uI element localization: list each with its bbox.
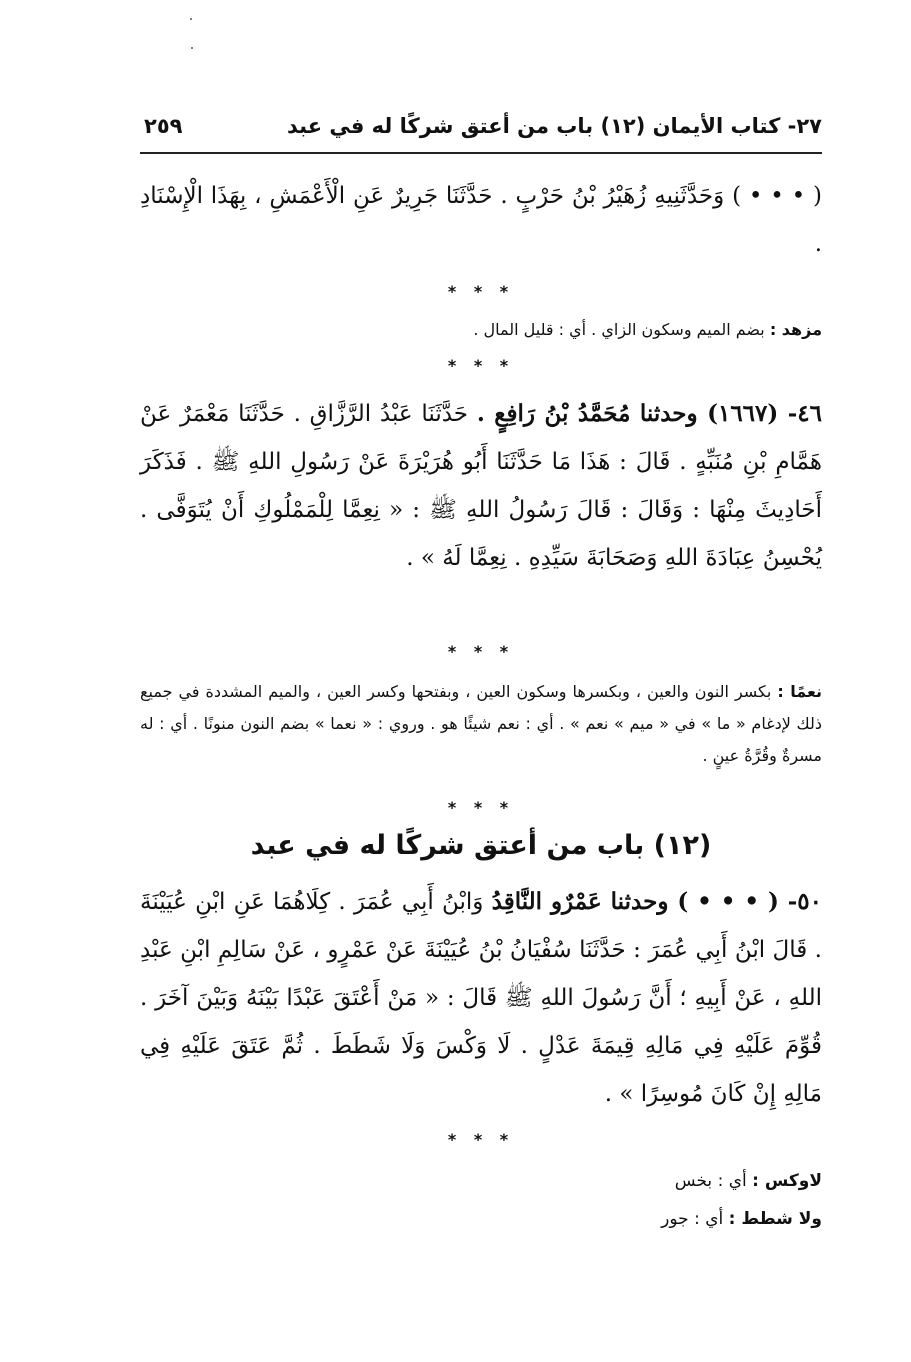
running-head: ٢٧- كتاب الأيمان (١٢) باب من أعتق شركًا له في عبد [287,114,822,138]
page-number: ٢٥٩ [144,114,183,138]
hadith-chain-repeat [140,172,822,268]
page-header [140,112,822,154]
hadith-50 [140,878,822,1118]
hadith-number-lead: ٤٦- (١٦٦٧) وحدثنا مُحَمَّدُ بْنُ رَافِعٍ . [476,400,823,427]
gloss-lawaks [140,1162,822,1200]
gloss-term: لاوكس : [752,1171,822,1191]
gloss-term: مزهد : [769,320,822,339]
scan-speck [191,47,193,49]
chapter-title: (١٢) باب من أعتق شركًا له في عبد [250,830,712,861]
gloss-text: أي : بخس [674,1171,747,1191]
separator-stars: * * * [447,798,515,817]
gloss-niimma [140,676,822,772]
gloss-text: بضم الميم وسكون الزاي . أي : قليل المال . [473,320,765,339]
gloss-text: بكسر النون والعين ، وبكسرها وسكون العين ، وبفتحها وكسر العين ، والميم المشددة في جميع ذلك لإدغام « ما » في « ميم » نعم » . أي : نعم شيئًا هو . وروي : « نعما » بضم النون منونًا . أي : له مسرةٌ وقُرَّةُ عينٍ . [140,682,822,765]
separator-stars: * * * [447,356,515,375]
hadith-text: ( • • • ) وَحَدَّثَنِيهِ زُهَيْرُ بْنُ حَرْبٍ . حَدَّثَنَا جَرِيرٌ عَنِ الْأَعْمَشِ ، بِهَذَا الْإِسْنَادِ . [140,183,822,257]
gloss-term: ولا شطط : [728,1209,822,1229]
gloss-shatat [140,1200,822,1238]
separator-stars: * * * [447,642,515,661]
gloss-mazhad [140,314,822,346]
gloss-list [140,1162,822,1238]
hadith-text: وَابْنُ أَبِي عُمَرَ . كِلَاهُمَا عَنِ ابْنِ عُيَيْنَةَ . قَالَ ابْنُ أَبِي عُمَرَ : حَدَّثَنَا سُفْيَانُ بْنُ عُيَيْنَةَ عَنْ عَمْرٍو ، عَنْ سَالِمِ ابْنِ عَبْدِ اللهِ ، عَنْ أَبِيهِ ؛ أَنَّ رَسُولَ اللهِ ﷺ قَالَ : « مَنْ أَعْتَقَ عَبْدًا بَيْنَهُ وَبَيْنَ آخَرَ . قُوِّمَ عَلَيْهِ فِي مَالِهِ قِيمَةَ عَدْلٍ . لَا وَكْسَ وَلَا شَطَطَ . ثُمَّ عَتَقَ عَلَيْهِ فِي مَالِهِ إِنْ كَانَ مُوسِرًا » . [140,889,822,1107]
gloss-term: نعمًا : [777,682,822,701]
scan-speck [190,18,192,20]
hadith-text: حَدَّثَنَا عَبْدُ الرَّزَّاقِ . حَدَّثَنَا مَعْمَرٌ عَنْ هَمَّامِ بْنِ مُنَبِّهٍ . قَالَ : هَذَا مَا حَدَّثَنَا أَبُو هُرَيْرَةَ عَنْ رَسُولِ اللهِ ﷺ . فَذَكَرَ أَحَادِيثَ مِنْهَا : وَقَالَ : قَالَ رَسُولُ اللهِ ﷺ : « نِعِمَّا لِلْمَمْلُوكِ أَنْ يُتَوَفَّى . يُحْسِنُ عِبَادَةَ اللهِ وَصَحَابَةَ سَيِّدِهِ . نِعِمَّا لَهُ » . [140,401,822,571]
separator-stars: * * * [447,282,515,301]
hadith-46 [140,390,822,582]
gloss-text: أي : جور [661,1209,724,1229]
hadith-number-lead: ٥٠- ( • • • ) وحدثنا عَمْرٌو النَّاقِدُ [491,888,823,915]
separator-stars: * * * [447,1130,515,1149]
